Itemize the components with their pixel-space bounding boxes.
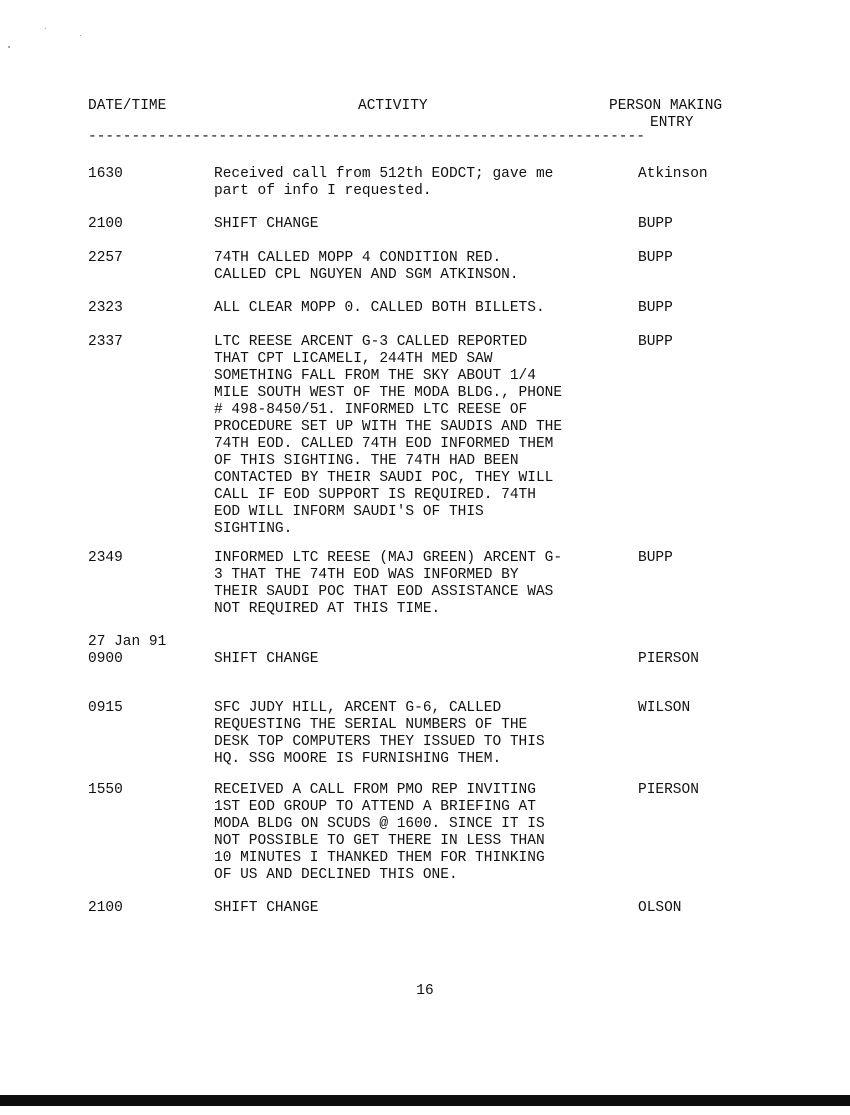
entry-activity: SFC JUDY HILL, ARCENT G-6, CALLED REQUESTING THE SERIAL NUMBERS OF THE DESK TOP COMPUTERS THEY ISSUED TO THIS HQ. SSG MOORE IS FURNISHING THEM.: [214, 700, 545, 767]
entry-time: 1630: [88, 166, 123, 182]
entry-person: PIERSON: [638, 651, 699, 667]
entry-person: WILSON: [638, 700, 691, 716]
entry-time: 2100: [88, 900, 123, 916]
entry-time: 2100: [88, 216, 123, 232]
entry-time: 2337: [88, 334, 123, 350]
entry-time: 1550: [88, 782, 123, 798]
entry-person: OLSON: [638, 900, 682, 916]
entry-activity: RECEIVED A CALL FROM PMO REP INVITING 1ST EOD GROUP TO ATTEND A BRIEFING AT MODA BLDG ON SCUDS @ 1600. SINCE IT IS NOT POSSIBLE TO GET THERE IN LESS THAN 10 MINUTES I THANKED THEM FOR THINKING OF US AND DECLINED THIS ONE.: [214, 782, 545, 883]
entry-person: BUPP: [638, 250, 673, 266]
entry-activity: SHIFT CHANGE: [214, 900, 319, 916]
scan-speck: [45, 28, 46, 29]
entry-person: PIERSON: [638, 782, 699, 798]
entry-activity: ALL CLEAR MOPP 0. CALLED BOTH BILLETS.: [214, 300, 545, 316]
entry-time: 0915: [88, 700, 123, 716]
header-person-line2: ENTRY: [650, 115, 694, 131]
header-person-line1: PERSON MAKING: [609, 98, 723, 114]
header-activity: ACTIVITY: [358, 98, 428, 114]
entry-time: 0900: [88, 651, 123, 667]
scan-speck: [8, 46, 10, 48]
entry-activity: SHIFT CHANGE: [214, 216, 319, 232]
entry-activity: INFORMED LTC REESE (MAJ GREEN) ARCENT G- 3 THAT THE 74TH EOD WAS INFORMED BY THEIR SAUDI POC THAT EOD ASSISTANCE WAS NOT REQUIRED AT THIS TIME.: [214, 550, 563, 617]
entry-person: BUPP: [638, 300, 673, 316]
entry-person: BUPP: [638, 216, 673, 232]
entry-activity: LTC REESE ARCENT G-3 CALLED REPORTED THAT CPT LICAMELI, 244TH MED SAW SOMETHING FALL FROM THE SKY ABOUT 1/4 MILE SOUTH WEST OF THE MODA BLDG., PHONE # 498-8450/51. INFORMED LTC REESE OF PROCEDURE SET UP WITH THE SAUDIS AND THE 74TH EOD. CALLED 74TH EOD INFORMED THEM OF THIS SIGHTING. THE 74TH HAD BEEN CONTACTED BY THEIR SAUDI POC, THEY WILL CALL IF EOD SUPPORT IS REQUIRED. 74TH EOD WILL INFORM SAUDI'S OF THIS SIGHTING.: [214, 334, 563, 537]
entry-activity: 74TH CALLED MOPP 4 CONDITION RED. CALLED CPL NGUYEN AND SGM ATKINSON.: [214, 250, 519, 283]
scan-speck: [80, 35, 81, 36]
page-number: 16: [416, 983, 434, 999]
entry-time: 2323: [88, 300, 123, 316]
header-date-time: DATE/TIME: [88, 98, 167, 114]
entry-activity: SHIFT CHANGE: [214, 651, 319, 667]
header-rule: ----------------------------------------------------------------: [88, 129, 645, 145]
entry-activity: Received call from 512th EODCT; gave me part of info I requested.: [214, 166, 554, 199]
entry-person: BUPP: [638, 334, 673, 350]
entry-time: 2257: [88, 250, 123, 266]
scan-border: [0, 1095, 850, 1106]
entry-person: Atkinson: [638, 166, 708, 182]
entry-time: 2349: [88, 550, 123, 566]
entry-date: 27 Jan 91: [88, 634, 167, 650]
entry-person: BUPP: [638, 550, 673, 566]
